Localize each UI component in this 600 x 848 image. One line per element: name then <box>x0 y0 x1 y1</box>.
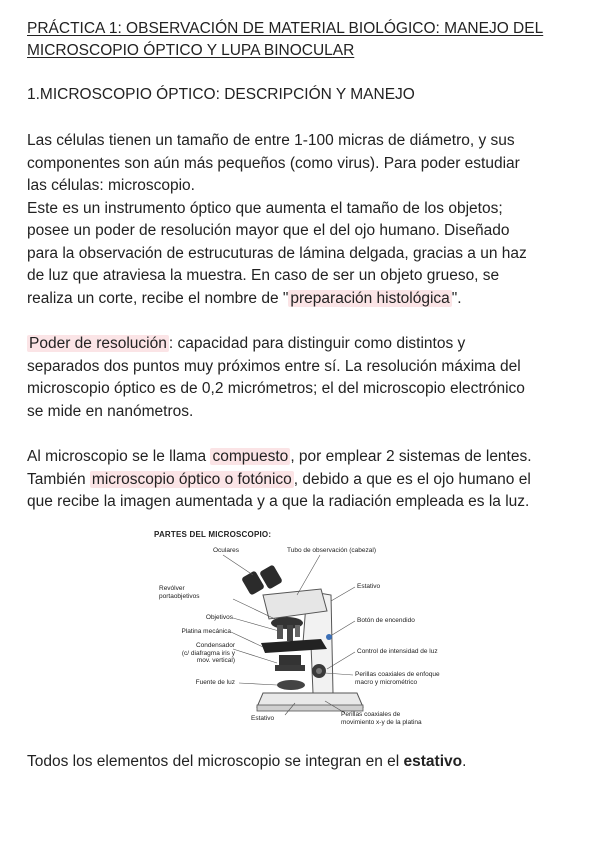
text-line: Las células tienen un tamaño de entre 1-100 micras de diámetro, y sus <box>27 132 515 149</box>
document-title <box>27 18 582 62</box>
highlight-preparacion-histologica: preparación histológica <box>290 289 450 307</box>
label-estativo-right: Estativo <box>357 583 381 590</box>
text-fragment: , debido a que es el ojo humano el <box>293 470 531 488</box>
text-line <box>27 446 587 469</box>
highlight-poder-resolucion: Poder de resolución <box>29 335 167 352</box>
bold-estativo: estativo <box>403 753 463 770</box>
text-line: las células: microscopio. <box>27 177 195 194</box>
text-line: que recibe la imagen aumentada y a que la radiación empleada es la luz. <box>27 493 530 510</box>
figure-title: PARTES DEL MICROSCOPIO: <box>154 530 272 539</box>
label-platina: Platina mecánica <box>181 628 231 635</box>
label-tubo-observacion: Tubo de observación (cabezal) <box>287 547 377 554</box>
text-line: separados dos puntos muy próximos entre sí. La resolución máxima del <box>27 357 521 375</box>
text-line <box>27 333 587 356</box>
label-boton-encendido: Botón de encendido <box>357 617 415 624</box>
text-fragment: ". <box>451 289 462 307</box>
text-line: se mide en nanómetros. <box>27 402 194 420</box>
highlight-compuesto: compuesto <box>212 448 289 465</box>
microscope-figure <box>145 525 455 735</box>
text-line <box>27 288 587 311</box>
label-oculares: Oculares <box>212 547 239 554</box>
text-line: para la observación de estrucuturas de lámina delgada, gracias a un haz <box>27 244 527 262</box>
text-line: de luz que atraviesa la muestra. En caso de ser un objeto grueso, se <box>27 267 500 284</box>
paragraph-intro <box>27 130 587 310</box>
label-revolver: Revólver portaobjetivos <box>159 585 200 600</box>
text-line: microscopio óptico es de 0,2 micrómetros; el del microscopio electrónico <box>27 380 525 397</box>
text-fragment: Todos los elementos del microscopio se integran en el <box>27 753 404 770</box>
paragraph-resolucion <box>27 333 587 423</box>
label-fuente-luz: Fuente de luz <box>195 679 235 686</box>
highlight-microscopio-optico: microscopio óptico o fotónico <box>91 470 292 488</box>
paragraph-compuesto <box>27 446 587 514</box>
text-line: posee un poder de resolución mayor que el del ojo humano. Diseñado <box>27 222 510 239</box>
text-fragment: . <box>462 753 467 770</box>
title-line-2: MICROSCOPIO ÓPTICO Y LUPA BINOCULAR <box>27 42 355 59</box>
label-perillas-enfoque: Perillas coaxiales de enfoque macro y micrométrico <box>355 671 440 686</box>
label-objetivos: Objetivos <box>205 614 233 621</box>
paragraph-estativo <box>27 751 587 774</box>
text-line <box>27 751 587 774</box>
title-line-1: PRÁCTICA 1: OBSERVACIÓN DE MATERIAL BIOLÓGICO: MANEJO DEL <box>27 20 544 37</box>
text-fragment: : capacidad para distinguir como distintos y <box>168 335 466 352</box>
text-line: componentes son aún más pequeños (como virus). Para poder estudiar <box>27 154 520 172</box>
section-heading: 1.MICROSCOPIO ÓPTICO: DESCRIPCIÓN Y MANEJO <box>27 86 415 103</box>
text-fragment: Al microscopio se le llama <box>27 448 211 465</box>
label-estativo-bottom: Estativo <box>251 715 275 722</box>
text-fragment: También <box>27 470 90 488</box>
label-control-intensidad: Control de intensidad de luz <box>357 648 438 655</box>
text-fragment: , por emplear 2 sistemas de lentes. <box>290 448 532 465</box>
text-line: Este es un instrumento óptico que aumenta el tamaño de los objetos; <box>27 199 503 217</box>
text-line <box>27 469 587 492</box>
label-condensador: Condensador (c/ diafragma iris y mov. vertical) <box>181 642 235 664</box>
label-perillas-xy: Perillas coaxiales de movimiento x-y de la platina <box>341 711 422 726</box>
text-fragment: realiza un corte, recibe el nombre de " <box>27 289 289 307</box>
